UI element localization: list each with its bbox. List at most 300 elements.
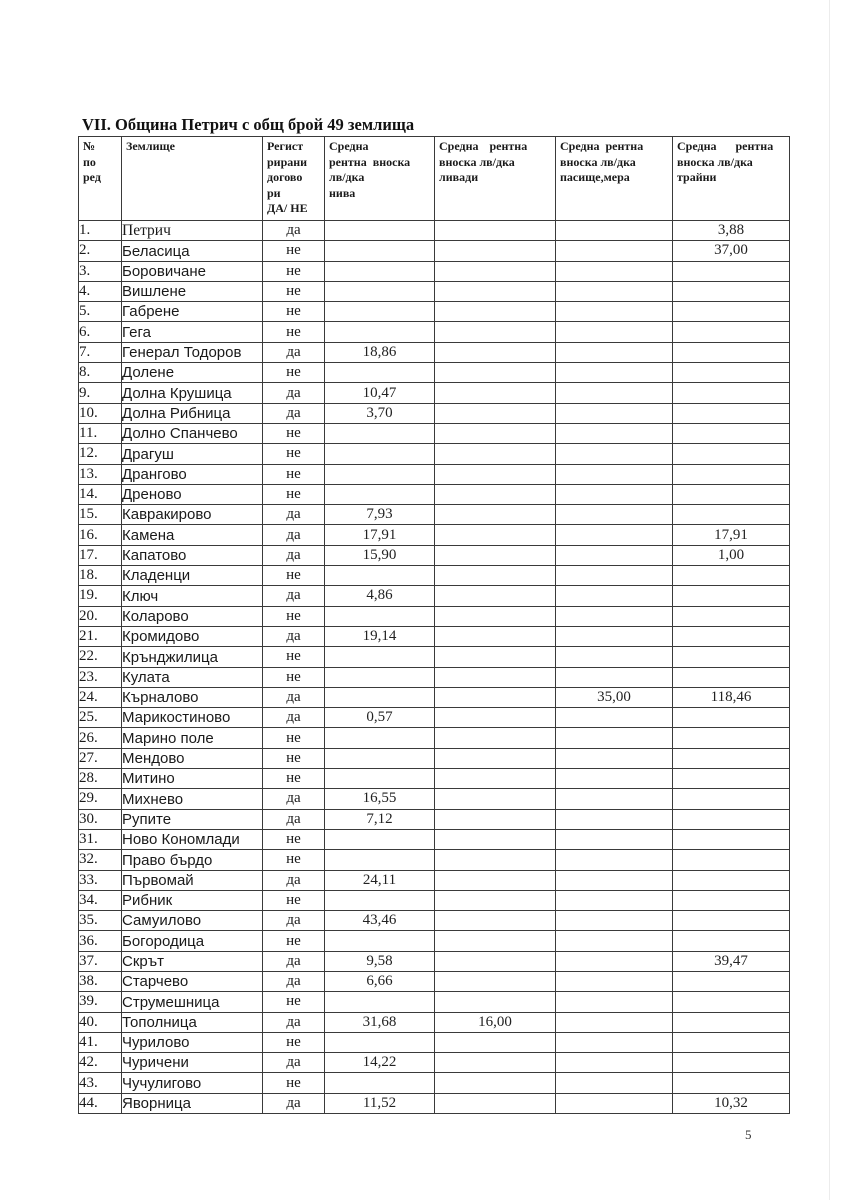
table-row bbox=[79, 1073, 790, 1093]
rent-pasture-value bbox=[556, 708, 673, 728]
rent-pasture-value bbox=[556, 525, 673, 545]
row-number: 8. bbox=[79, 363, 122, 383]
rent-pasture-value bbox=[556, 626, 673, 646]
rent-pasture-value bbox=[556, 1012, 673, 1032]
rent-pasture-value bbox=[556, 1073, 673, 1093]
land-area-name: Яворница bbox=[122, 1093, 263, 1113]
land-area-name: Гега bbox=[122, 322, 263, 342]
rent-pasture-value bbox=[556, 931, 673, 951]
header-land-area: Землище bbox=[122, 137, 263, 221]
rent-perennial-value bbox=[673, 423, 790, 443]
table-row bbox=[79, 261, 790, 281]
table-row bbox=[79, 281, 790, 301]
header-line: ред bbox=[83, 170, 101, 184]
rent-meadow-value bbox=[435, 423, 556, 443]
table-row bbox=[79, 687, 790, 707]
land-area-name: Ново Кономлади bbox=[122, 829, 263, 849]
row-number: 38. bbox=[79, 971, 122, 991]
header-line: ливади bbox=[439, 170, 479, 184]
header-line: № bbox=[83, 139, 96, 153]
table-row bbox=[79, 403, 790, 423]
land-area-name: Кавракирово bbox=[122, 505, 263, 525]
rent-perennial-value bbox=[673, 647, 790, 667]
rent-field-value bbox=[325, 931, 435, 951]
rent-field-value bbox=[325, 890, 435, 910]
row-number: 25. bbox=[79, 708, 122, 728]
land-area-name: Марино поле bbox=[122, 728, 263, 748]
rent-field-value bbox=[325, 1032, 435, 1052]
header-line: вноска лв/дка bbox=[560, 154, 636, 169]
rent-perennial-value bbox=[673, 342, 790, 362]
rent-pasture-value bbox=[556, 484, 673, 504]
rent-field-value: 18,86 bbox=[325, 342, 435, 362]
land-area-name: Рибник bbox=[122, 890, 263, 910]
registered-status: да bbox=[263, 708, 325, 728]
land-area-name: Чуричени bbox=[122, 1053, 263, 1073]
table-row bbox=[79, 221, 790, 241]
rent-perennial-value bbox=[673, 748, 790, 768]
rent-perennial-value: 37,00 bbox=[673, 241, 790, 261]
land-area-name: Тополница bbox=[122, 1012, 263, 1032]
land-area-name: Скрът bbox=[122, 951, 263, 971]
land-area-name: Чучулигово bbox=[122, 1073, 263, 1093]
land-area-name: Долно Спанчево bbox=[122, 423, 263, 443]
land-area-name: Богородица bbox=[122, 931, 263, 951]
rent-field-value: 24,11 bbox=[325, 870, 435, 890]
table-row bbox=[79, 890, 790, 910]
rent-field-value: 15,90 bbox=[325, 545, 435, 565]
rent-meadow-value bbox=[435, 971, 556, 991]
rent-field-value: 7,93 bbox=[325, 505, 435, 525]
registered-status: да bbox=[263, 687, 325, 707]
page-number: 5 bbox=[745, 1127, 752, 1142]
table-row bbox=[79, 911, 790, 931]
row-number: 1. bbox=[79, 221, 122, 241]
rent-pasture-value bbox=[556, 322, 673, 342]
rent-field-value bbox=[325, 667, 435, 687]
rent-perennial-value bbox=[673, 870, 790, 890]
registered-status: не bbox=[263, 647, 325, 667]
table-row bbox=[79, 728, 790, 748]
rent-pasture-value bbox=[556, 748, 673, 768]
rent-perennial-value bbox=[673, 281, 790, 301]
rent-perennial-value bbox=[673, 322, 790, 342]
rent-meadow-value bbox=[435, 566, 556, 586]
land-area-name: Марикостиново bbox=[122, 708, 263, 728]
rent-pasture-value bbox=[556, 1053, 673, 1073]
rent-perennial-value bbox=[673, 363, 790, 383]
rent-meadow-value bbox=[435, 525, 556, 545]
table-row bbox=[79, 769, 790, 789]
row-number: 24. bbox=[79, 687, 122, 707]
rent-pasture-value bbox=[556, 769, 673, 789]
land-area-name: Чурилово bbox=[122, 1032, 263, 1052]
rent-field-value bbox=[325, 647, 435, 667]
table-row bbox=[79, 667, 790, 687]
registered-status: да bbox=[263, 789, 325, 809]
header-line: Средна рентна bbox=[677, 139, 774, 153]
header-line: рентна вноска bbox=[329, 154, 411, 169]
rent-meadow-value bbox=[435, 505, 556, 525]
rent-field-value bbox=[325, 261, 435, 281]
table-row bbox=[79, 302, 790, 322]
rent-field-value bbox=[325, 728, 435, 748]
row-number: 41. bbox=[79, 1032, 122, 1052]
rent-meadow-value bbox=[435, 484, 556, 504]
rent-pasture-value bbox=[556, 281, 673, 301]
registered-status: не bbox=[263, 748, 325, 768]
rent-meadow-value bbox=[435, 829, 556, 849]
rent-pasture-value bbox=[556, 241, 673, 261]
rent-field-value: 10,47 bbox=[325, 383, 435, 403]
header-line: рирани bbox=[267, 154, 308, 169]
land-area-name: Струмешница bbox=[122, 992, 263, 1012]
rent-field-value: 4,86 bbox=[325, 586, 435, 606]
land-area-name: Драгуш bbox=[122, 444, 263, 464]
rent-perennial-value bbox=[673, 586, 790, 606]
rent-field-value bbox=[325, 687, 435, 707]
rent-meadow-value bbox=[435, 363, 556, 383]
table-row bbox=[79, 951, 790, 971]
table-row bbox=[79, 748, 790, 768]
rent-perennial-value: 118,46 bbox=[673, 687, 790, 707]
rent-perennial-value bbox=[673, 931, 790, 951]
registered-status: не bbox=[263, 322, 325, 342]
registered-status: не bbox=[263, 444, 325, 464]
rent-perennial-value bbox=[673, 829, 790, 849]
table-row bbox=[79, 342, 790, 362]
land-area-name: Крънджилица bbox=[122, 647, 263, 667]
rent-field-value bbox=[325, 322, 435, 342]
rent-meadow-value bbox=[435, 464, 556, 484]
row-number: 3. bbox=[79, 261, 122, 281]
rent-perennial-value bbox=[673, 850, 790, 870]
row-number: 7. bbox=[79, 342, 122, 362]
rent-pasture-value bbox=[556, 586, 673, 606]
rent-pasture-value bbox=[556, 545, 673, 565]
rent-meadow-value bbox=[435, 708, 556, 728]
table-row bbox=[79, 708, 790, 728]
header-line: по bbox=[83, 154, 96, 169]
rent-meadow-value bbox=[435, 322, 556, 342]
rent-meadow-value bbox=[435, 748, 556, 768]
rent-pasture-value bbox=[556, 1093, 673, 1113]
rent-pasture-value bbox=[556, 971, 673, 991]
rent-perennial-value: 10,32 bbox=[673, 1093, 790, 1113]
registered-status: не bbox=[263, 281, 325, 301]
rent-field-value bbox=[325, 464, 435, 484]
rent-field-value bbox=[325, 363, 435, 383]
table-row bbox=[79, 484, 790, 504]
rent-meadow-value bbox=[435, 342, 556, 362]
land-area-name: Долна Крушица bbox=[122, 383, 263, 403]
rent-meadow-value bbox=[435, 545, 556, 565]
registered-status: не bbox=[263, 302, 325, 322]
header-rent-pasture bbox=[556, 137, 673, 221]
row-number: 33. bbox=[79, 870, 122, 890]
table-row bbox=[79, 423, 790, 443]
rent-perennial-value bbox=[673, 505, 790, 525]
rent-meadow-value bbox=[435, 1093, 556, 1113]
rent-pasture-value bbox=[556, 464, 673, 484]
rent-perennial-value bbox=[673, 708, 790, 728]
row-number: 28. bbox=[79, 769, 122, 789]
rent-pasture-value bbox=[556, 911, 673, 931]
rent-perennial-value: 1,00 bbox=[673, 545, 790, 565]
table-row bbox=[79, 525, 790, 545]
row-number: 27. bbox=[79, 748, 122, 768]
row-number: 34. bbox=[79, 890, 122, 910]
header-line: Регист bbox=[267, 139, 304, 153]
row-number: 14. bbox=[79, 484, 122, 504]
row-number: 17. bbox=[79, 545, 122, 565]
row-number: 20. bbox=[79, 606, 122, 626]
land-area-name: Право бърдо bbox=[122, 850, 263, 870]
row-number: 32. bbox=[79, 850, 122, 870]
row-number: 22. bbox=[79, 647, 122, 667]
rent-field-value: 6,66 bbox=[325, 971, 435, 991]
rent-pasture-value bbox=[556, 363, 673, 383]
rent-field-value bbox=[325, 606, 435, 626]
rent-perennial-value bbox=[673, 403, 790, 423]
land-area-name: Капатово bbox=[122, 545, 263, 565]
rent-perennial-value: 39,47 bbox=[673, 951, 790, 971]
registered-status: не bbox=[263, 829, 325, 849]
rent-meadow-value bbox=[435, 241, 556, 261]
header-line: ри bbox=[267, 185, 281, 200]
table-row bbox=[79, 1053, 790, 1073]
registered-status: да bbox=[263, 951, 325, 971]
registered-status: да bbox=[263, 1053, 325, 1073]
registered-status: да bbox=[263, 1012, 325, 1032]
rent-perennial-value bbox=[673, 383, 790, 403]
header-rent-meadow bbox=[435, 137, 556, 221]
rent-pasture-value bbox=[556, 423, 673, 443]
registered-status: да bbox=[263, 221, 325, 241]
rent-pasture-value bbox=[556, 566, 673, 586]
header-row-number bbox=[79, 137, 122, 221]
rent-field-value bbox=[325, 1073, 435, 1093]
table-row bbox=[79, 992, 790, 1012]
header-line: Средна bbox=[329, 139, 369, 153]
rent-field-value bbox=[325, 281, 435, 301]
row-number: 15. bbox=[79, 505, 122, 525]
rent-meadow-value bbox=[435, 1073, 556, 1093]
header-line: трайни bbox=[677, 170, 717, 184]
rent-meadow-value bbox=[435, 992, 556, 1012]
rent-pasture-value bbox=[556, 829, 673, 849]
registered-status: не bbox=[263, 992, 325, 1012]
rent-perennial-value bbox=[673, 789, 790, 809]
registered-status: да bbox=[263, 809, 325, 829]
rent-meadow-value bbox=[435, 667, 556, 687]
registered-status: не bbox=[263, 667, 325, 687]
rent-meadow-value bbox=[435, 1032, 556, 1052]
rent-meadow-value bbox=[435, 444, 556, 464]
rent-pasture-value bbox=[556, 951, 673, 971]
land-area-name: Габрене bbox=[122, 302, 263, 322]
rent-perennial-value bbox=[673, 992, 790, 1012]
rent-perennial-value bbox=[673, 890, 790, 910]
registered-status: да bbox=[263, 586, 325, 606]
registered-status: не bbox=[263, 890, 325, 910]
table-row bbox=[79, 789, 790, 809]
land-area-name: Беласица bbox=[122, 241, 263, 261]
row-number: 42. bbox=[79, 1053, 122, 1073]
section-title: VII. Община Петрич с общ брой 49 землища bbox=[82, 115, 415, 134]
land-area-name: Дрангово bbox=[122, 464, 263, 484]
registered-status: не bbox=[263, 423, 325, 443]
rent-perennial-value bbox=[673, 667, 790, 687]
rent-meadow-value bbox=[435, 1053, 556, 1073]
registered-status: не bbox=[263, 566, 325, 586]
rent-meadow-value bbox=[435, 789, 556, 809]
rent-meadow-value bbox=[435, 606, 556, 626]
rent-meadow-value bbox=[435, 890, 556, 910]
rent-meadow-value bbox=[435, 221, 556, 241]
rent-field-value bbox=[325, 484, 435, 504]
row-number: 29. bbox=[79, 789, 122, 809]
land-area-name: Генерал Тодоров bbox=[122, 342, 263, 362]
table-row bbox=[79, 809, 790, 829]
rent-meadow-value bbox=[435, 951, 556, 971]
rent-meadow-value bbox=[435, 911, 556, 931]
land-area-name: Самуилово bbox=[122, 911, 263, 931]
registered-status: да bbox=[263, 525, 325, 545]
rent-meadow-value bbox=[435, 302, 556, 322]
rent-meadow-value bbox=[435, 931, 556, 951]
rent-perennial-value bbox=[673, 606, 790, 626]
registered-status: да bbox=[263, 403, 325, 423]
table-row bbox=[79, 586, 790, 606]
header-line: Средна рентна bbox=[560, 139, 644, 153]
land-area-name: Мендово bbox=[122, 748, 263, 768]
rent-field-value: 0,57 bbox=[325, 708, 435, 728]
rent-pasture-value bbox=[556, 870, 673, 890]
table-row bbox=[79, 383, 790, 403]
registered-status: не bbox=[263, 931, 325, 951]
land-area-name: Камена bbox=[122, 525, 263, 545]
row-number: 26. bbox=[79, 728, 122, 748]
rent-pasture-value bbox=[556, 505, 673, 525]
rent-field-value bbox=[325, 566, 435, 586]
table-row bbox=[79, 971, 790, 991]
table-row bbox=[79, 1032, 790, 1052]
row-number: 11. bbox=[79, 423, 122, 443]
rent-field-value bbox=[325, 769, 435, 789]
row-number: 12. bbox=[79, 444, 122, 464]
rent-perennial-value bbox=[673, 302, 790, 322]
table-row bbox=[79, 322, 790, 342]
rent-pasture-value bbox=[556, 809, 673, 829]
land-rent-table bbox=[78, 136, 790, 1114]
land-area-name: Старчево bbox=[122, 971, 263, 991]
registered-status: не bbox=[263, 728, 325, 748]
rent-perennial-value: 3,88 bbox=[673, 221, 790, 241]
rent-perennial-value: 17,91 bbox=[673, 525, 790, 545]
land-area-name: Вишлене bbox=[122, 281, 263, 301]
row-number: 35. bbox=[79, 911, 122, 931]
rent-perennial-value bbox=[673, 261, 790, 281]
rent-pasture-value bbox=[556, 728, 673, 748]
registered-status: не bbox=[263, 261, 325, 281]
rent-meadow-value bbox=[435, 586, 556, 606]
table-row bbox=[79, 1012, 790, 1032]
registered-status: не bbox=[263, 850, 325, 870]
row-number: 5. bbox=[79, 302, 122, 322]
rent-perennial-value bbox=[673, 1073, 790, 1093]
rent-field-value bbox=[325, 850, 435, 870]
land-area-name: Петрич bbox=[122, 221, 263, 241]
rent-meadow-value bbox=[435, 850, 556, 870]
rent-field-value: 3,70 bbox=[325, 403, 435, 423]
rent-perennial-value bbox=[673, 566, 790, 586]
header-line: Средна рентна bbox=[439, 139, 528, 153]
rent-pasture-value bbox=[556, 890, 673, 910]
registered-status: не bbox=[263, 484, 325, 504]
row-number: 13. bbox=[79, 464, 122, 484]
header-line: нива bbox=[329, 185, 356, 200]
table-row bbox=[79, 931, 790, 951]
rent-field-value: 7,12 bbox=[325, 809, 435, 829]
rent-meadow-value bbox=[435, 769, 556, 789]
land-area-name: Кромидово bbox=[122, 626, 263, 646]
registered-status: не bbox=[263, 1073, 325, 1093]
land-area-name: Дреново bbox=[122, 484, 263, 504]
registered-status: да bbox=[263, 870, 325, 890]
row-number: 31. bbox=[79, 829, 122, 849]
table-header-row bbox=[79, 137, 790, 221]
row-number: 39. bbox=[79, 992, 122, 1012]
table-row bbox=[79, 647, 790, 667]
land-area-name: Рупите bbox=[122, 809, 263, 829]
rent-pasture-value bbox=[556, 992, 673, 1012]
land-area-name: Кулата bbox=[122, 667, 263, 687]
header-line: пасище,мера bbox=[560, 170, 630, 184]
rent-field-value: 14,22 bbox=[325, 1053, 435, 1073]
header-line: лв/дка bbox=[329, 170, 365, 184]
registered-status: не bbox=[263, 241, 325, 261]
rent-pasture-value bbox=[556, 850, 673, 870]
row-number: 4. bbox=[79, 281, 122, 301]
rent-pasture-value bbox=[556, 789, 673, 809]
rent-field-value: 31,68 bbox=[325, 1012, 435, 1032]
table-body bbox=[79, 221, 790, 1114]
registered-status: да bbox=[263, 971, 325, 991]
rent-pasture-value bbox=[556, 403, 673, 423]
rent-pasture-value bbox=[556, 221, 673, 241]
rent-field-value bbox=[325, 444, 435, 464]
rent-pasture-value bbox=[556, 667, 673, 687]
header-line: вноска лв/дка bbox=[677, 154, 753, 169]
rent-pasture-value bbox=[556, 342, 673, 362]
header-line: догово bbox=[267, 170, 303, 184]
table-row bbox=[79, 444, 790, 464]
registered-status: да bbox=[263, 911, 325, 931]
rent-field-value: 43,46 bbox=[325, 911, 435, 931]
rent-perennial-value bbox=[673, 1032, 790, 1052]
row-number: 36. bbox=[79, 931, 122, 951]
rent-pasture-value bbox=[556, 1032, 673, 1052]
rent-field-value: 16,55 bbox=[325, 789, 435, 809]
registered-status: не bbox=[263, 769, 325, 789]
row-number: 16. bbox=[79, 525, 122, 545]
land-area-name: Боровичане bbox=[122, 261, 263, 281]
rent-meadow-value bbox=[435, 626, 556, 646]
rent-pasture-value bbox=[556, 647, 673, 667]
table-row bbox=[79, 850, 790, 870]
rent-field-value bbox=[325, 829, 435, 849]
